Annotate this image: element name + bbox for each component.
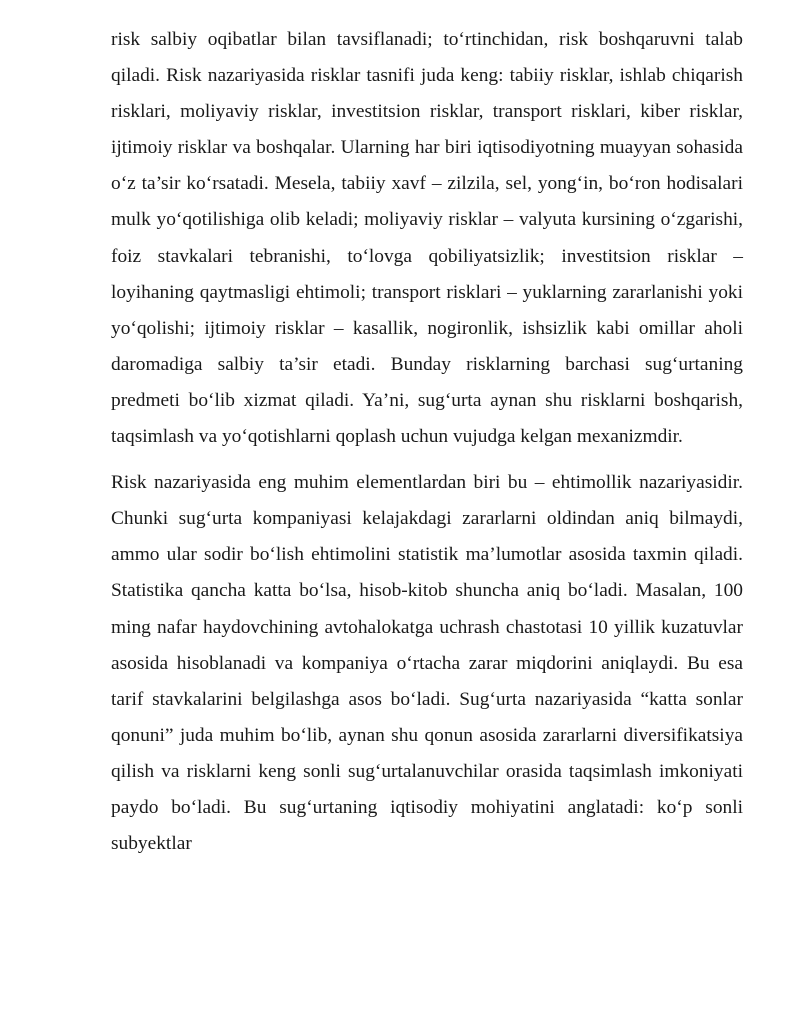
paragraph-probability-theory: Risk nazariyasida eng muhim elementlardan biri bu – ehtimollik nazariyasidir. Chunki sug‘urta kompaniyasi kelajakdagi zararlarni oldindan aniq bilmaydi, ammo ular sodir bo‘lish ehtimolini statistik ma’lumotlar asosida taxmin qiladi. Statistika qancha katta bo‘lsa, hisob-kitob shuncha aniq bo‘ladi. Masalan, 100 ming nafar haydovchining avtohalokatga uchrash chastotasi 10 yillik kuzatuvlar asosida hisoblanadi va kompaniya o‘rtacha zarar miqdorini aniqlaydi. Bu esa tarif stavkalarini belgilashga asos bo‘ladi. Sug‘urta nazariyasida “katta sonlar qonuni” juda muhim bo‘lib, aynan shu qonun asosida zararlarni diversifikatsiya qilish va risklarni keng sonli sug‘urtalanuvchilar orasida taqsimlash imkoniyati paydo bo‘ladi. Bu sug‘urtaning iqtisodiy mohiyatini anglatadi: ko‘p sonli subyektlar xyxy=(111,472,743,855)
body-text xyxy=(111,22,743,862)
paragraph-risk-types: risk salbiy oqibatlar bilan tavsiflanadi; to‘rtinchidan, risk boshqaruvni talab qiladi. Risk nazariyasida risklar tasnifi juda keng: tabiiy risklar, ishlab chiqarish risklari, moliyaviy risklar, investitsion risklar, transport risklari, kiber risklar, ijtimoiy risklar va boshqalar. Ularning har biri iqtisodiyotning muayyan sohasida o‘z ta’sir ko‘rsatadi. Mesela, tabiiy xavf – zilzila, sel, yong‘in, bo‘ron hodisalari mulk yo‘qotilishiga olib keladi; moliyaviy risklar – valyuta kursining o‘zgarishi, foiz stavkalari tebranishi, to‘lovga qobiliyatsizlik; investitsion risklar – loyihaning qaytmasligi ehtimoli; transport risklari – yuklarning zararlanishi yoki yo‘qolishi; ijtimoiy risklar – kasallik, nogironlik, ishsizlik kabi omillar aholi daromadiga salbiy ta’sir etadi. Bunday risklarning barchasi sug‘urtaning predmeti bo‘lib xizmat qiladi. Ya’ni, sug‘urta aynan shu risklarni boshqarish, taqsimlash va yo‘qotishlarni qoplash uchun vujudga kelgan mexanizmdir. xyxy=(111,29,743,448)
